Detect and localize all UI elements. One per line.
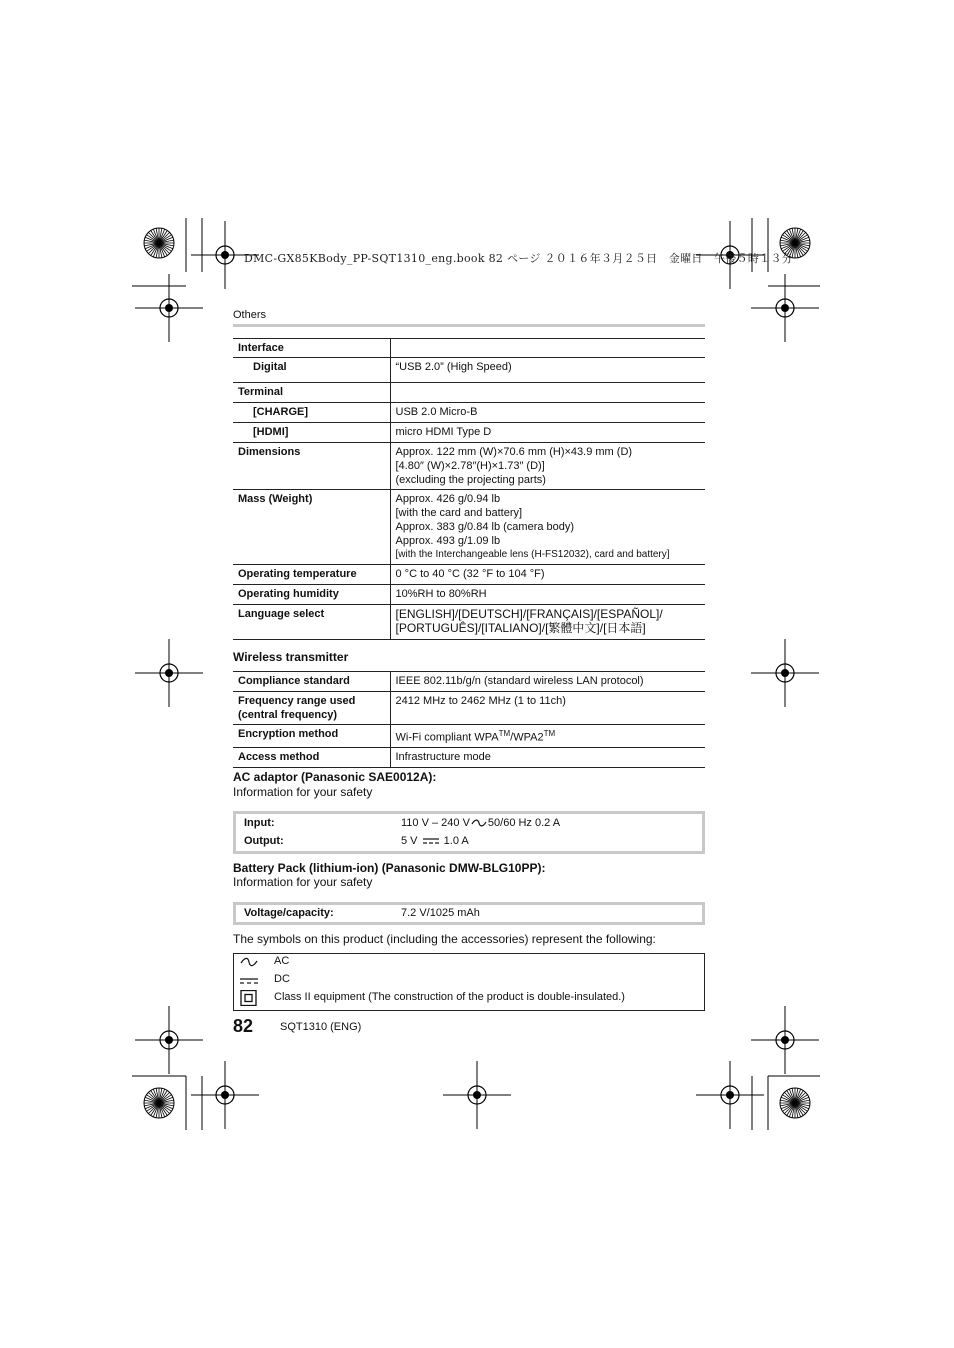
spec-key-digital: Digital bbox=[233, 358, 390, 383]
table-row bbox=[233, 725, 705, 748]
ac-adaptor-box bbox=[233, 811, 705, 854]
section-rule bbox=[233, 324, 705, 327]
list-item: DC bbox=[234, 972, 704, 990]
table-row bbox=[233, 490, 705, 565]
wireless-val-frequency: 2412 MHz to 2462 MHz (1 to 11ch) bbox=[390, 692, 705, 725]
list-item: Class II equipment (The construction of the product is double-insulated.) bbox=[234, 990, 704, 1008]
battery-heading: Battery Pack (lithium-ion) (Panasonic DMW-BLG10PP): bbox=[233, 861, 546, 875]
spec-key-interface: Interface bbox=[233, 339, 390, 358]
spec-key-terminal: Terminal bbox=[233, 383, 390, 403]
table-row bbox=[233, 339, 705, 358]
spec-key-dimensions: Dimensions bbox=[233, 443, 390, 490]
table-row bbox=[233, 358, 705, 383]
table-row bbox=[233, 672, 705, 692]
list-item: AC bbox=[234, 954, 704, 972]
wireless-key-encryption: Encryption method bbox=[233, 725, 390, 748]
page-number: 82 bbox=[233, 1016, 254, 1036]
wireless-key-compliance: Compliance standard bbox=[233, 672, 390, 692]
spec-key-charge: [CHARGE] bbox=[233, 403, 390, 423]
battery-info: Information for your safety bbox=[233, 875, 373, 889]
table-row bbox=[233, 605, 705, 640]
spec-val-op-hum: 10%RH to 80%RH bbox=[390, 585, 705, 605]
spec-table bbox=[233, 338, 705, 640]
symbols-box bbox=[233, 953, 705, 1011]
spec-val-digital: “USB 2.0” (High Speed) bbox=[390, 358, 705, 383]
ac-adaptor-heading: AC adaptor (Panasonic SAE0012A): bbox=[233, 770, 437, 784]
ac-output-row bbox=[236, 832, 702, 850]
section-label: Others bbox=[233, 309, 267, 321]
spec-val-language: [ENGLISH]/[DEUTSCH]/[FRANÇAIS]/[ESPAÑOL]/ [PORTUGUÊS]/[ITALIANO]/[繁體中文]/[日本語] bbox=[390, 605, 705, 640]
wireless-key-access: Access method bbox=[233, 747, 390, 767]
dc-icon bbox=[423, 837, 439, 845]
ac-input-label: Input: bbox=[244, 817, 275, 829]
symbols-intro: The symbols on this product (including the accessories) represent the following: bbox=[233, 932, 656, 946]
wireless-val-access: Infrastructure mode bbox=[390, 747, 705, 767]
table-row bbox=[233, 443, 705, 490]
battery-voltage-row bbox=[236, 905, 702, 922]
battery-voltage-label: Voltage/capacity: bbox=[244, 907, 334, 919]
spec-val-hdmi: micro HDMI Type D bbox=[390, 423, 705, 443]
spec-val-charge: USB 2.0 Micro-B bbox=[390, 403, 705, 423]
spec-val-dimensions: Approx. 122 mm (W)×70.6 mm (H)×43.9 mm (D) [4.80″ (W)×2.78″(H)×1.73″ (D)] (excluding the projecting parts) bbox=[390, 443, 705, 490]
wireless-val-encryption: Wi-Fi compliant WPA™/WPA2™ bbox=[390, 725, 705, 748]
wireless-key-frequency: Frequency range used (central frequency) bbox=[233, 692, 390, 725]
table-row bbox=[233, 565, 705, 585]
spec-key-op-hum: Operating humidity bbox=[233, 585, 390, 605]
table-row bbox=[233, 403, 705, 423]
spec-key-language: Language select bbox=[233, 605, 390, 640]
wireless-table bbox=[233, 671, 705, 768]
table-row bbox=[233, 585, 705, 605]
battery-voltage-value: 7.2 V/1025 mAh bbox=[401, 907, 480, 919]
battery-box bbox=[233, 902, 705, 925]
spec-key-hdmi: [HDMI] bbox=[233, 423, 390, 443]
dc-icon bbox=[240, 972, 258, 988]
doc-code: SQT1310 (ENG) bbox=[280, 1021, 362, 1033]
table-row bbox=[233, 383, 705, 403]
ac-input-row bbox=[236, 814, 702, 832]
spec-val-mass: Approx. 426 g/0.94 lb [with the card and battery] Approx. 383 g/0.84 lb (camera body) Approx. 493 g/1.09 lb [with the Interchangeable lens (H-FS12032), card and battery] bbox=[390, 490, 705, 565]
ac-output-label: Output: bbox=[244, 835, 284, 847]
table-row bbox=[233, 747, 705, 767]
table-row bbox=[233, 423, 705, 443]
table-row bbox=[233, 692, 705, 725]
ac-adaptor-info: Information for your safety bbox=[233, 785, 373, 799]
ac-icon bbox=[471, 819, 487, 827]
ac-input-value: 110 V – 240 V 50/60 Hz 0.2 A bbox=[401, 817, 561, 829]
file-info: DMC-GX85KBody_PP-SQT1310_eng.book 82 ページ ２０１６年３月２５日 金曜日 午後５時１３分 bbox=[244, 252, 794, 265]
spec-key-op-temp: Operating temperature bbox=[233, 565, 390, 585]
wireless-val-compliance: IEEE 802.11b/g/n (standard wireless LAN protocol) bbox=[390, 672, 705, 692]
spec-val-op-temp: 0 °C to 40 °C (32 °F to 104 °F) bbox=[390, 565, 705, 585]
ac-output-value: 5 V 1.0 A bbox=[401, 835, 469, 847]
wireless-heading: Wireless transmitter bbox=[233, 650, 349, 664]
class-ii-icon bbox=[240, 990, 258, 1006]
ac-icon bbox=[240, 954, 258, 970]
spec-key-mass: Mass (Weight) bbox=[233, 490, 390, 565]
